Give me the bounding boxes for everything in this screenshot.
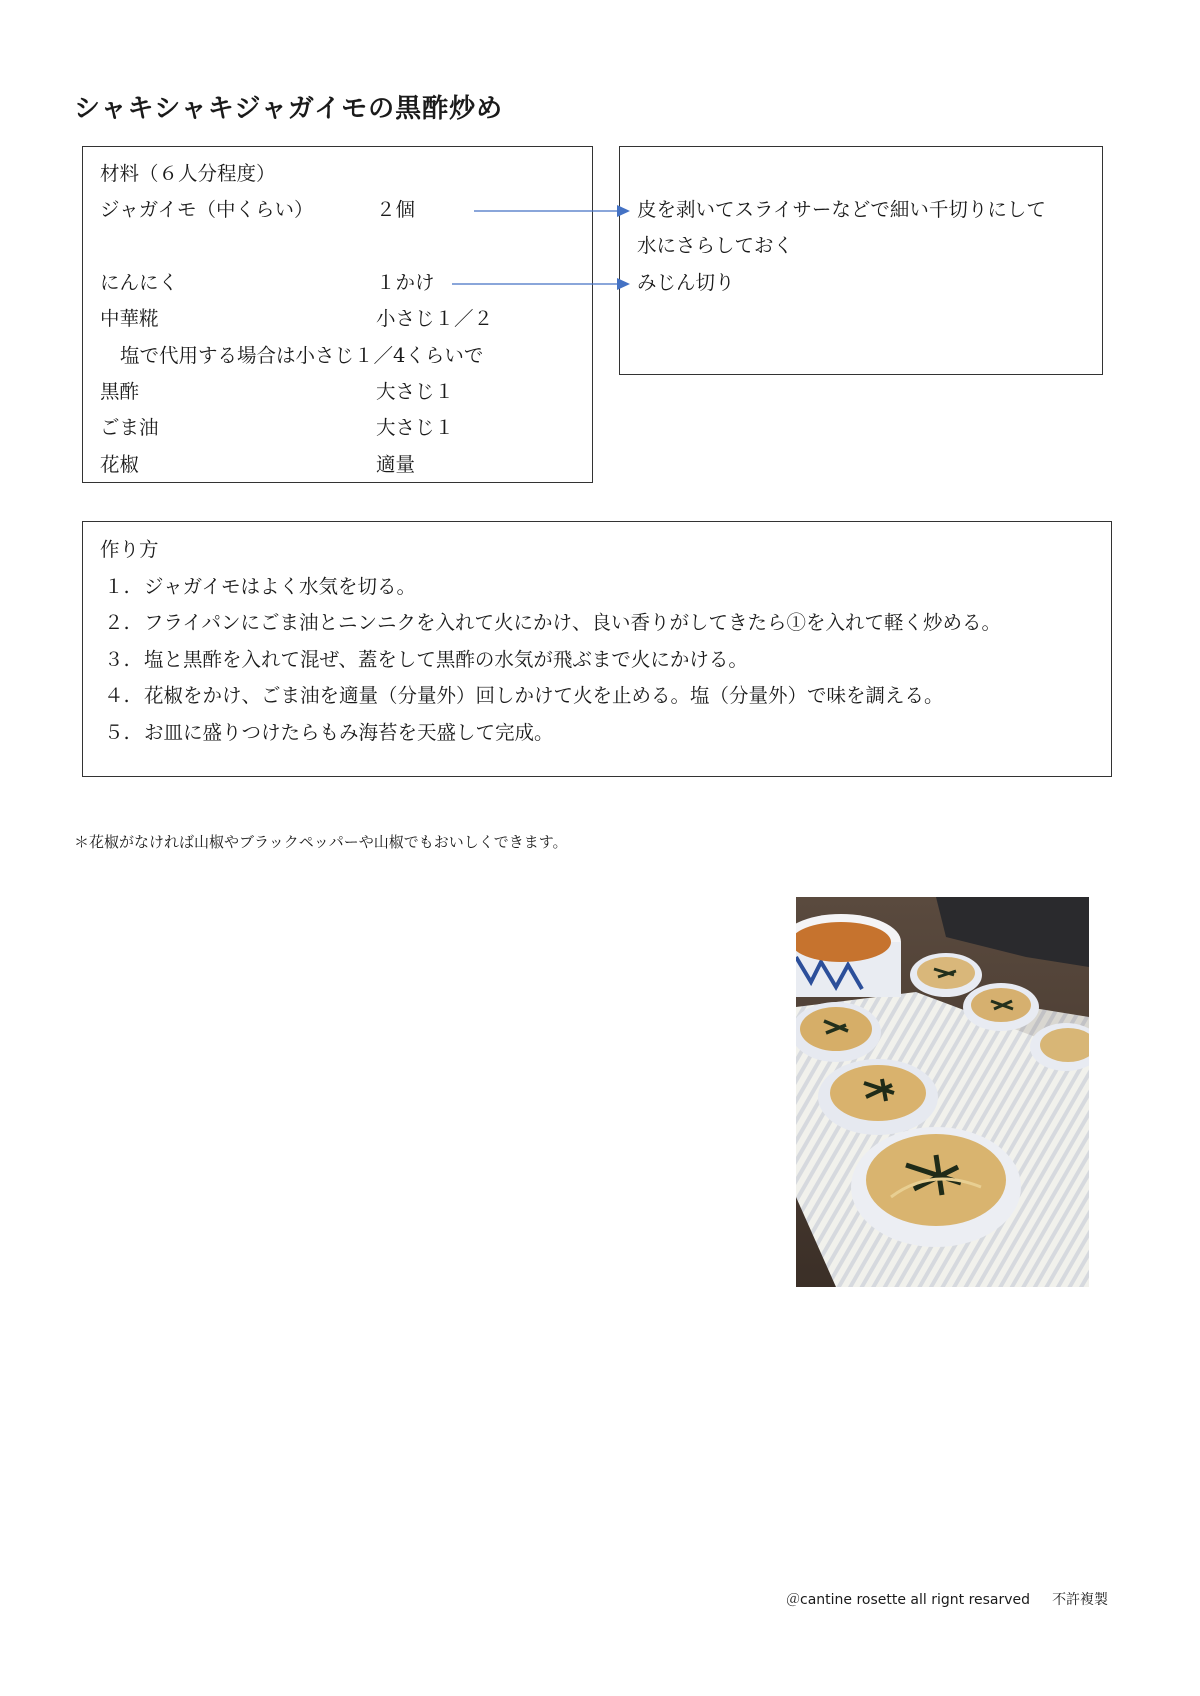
ingredient-name: 花椒 <box>100 453 140 476</box>
ingredients-heading: 材料（６人分程度） <box>100 162 276 185</box>
potato-arrow <box>474 205 630 217</box>
step-text: お皿に盛りつけたらもみ海苔を天盛して完成。 <box>144 721 554 744</box>
step-number: １. <box>104 575 130 598</box>
step-text: フライパンにごま油とニンニクを入れて火にかけ、良い香りがしてきたら①を入れて軽く炒める。 <box>144 611 1002 634</box>
garlic-arrow <box>452 278 630 290</box>
recipe-title: シャキシャキジャガイモの黒酢炒め <box>74 94 504 124</box>
footnote: ＊花椒がなければ山椒やブラックペッパーや山椒でもおいしくできます。 <box>74 833 568 851</box>
ingredient-amount: 大さじ１ <box>376 416 455 439</box>
step-text: 花椒をかけ、ごま油を適量（分量外）回しかけて火を止める。塩（分量外）で味を調える。 <box>144 684 944 707</box>
method-heading: 作り方 <box>100 538 159 561</box>
ingredient-name: 中華糀 <box>100 307 159 330</box>
ingredient-name: 黒酢 <box>100 380 140 403</box>
step-number: ４. <box>104 684 130 707</box>
ingredient-name: ごま油 <box>100 416 159 439</box>
ingredient-amount: １かけ <box>376 271 435 294</box>
ingredient-name: にんにく <box>100 271 179 294</box>
ingredient-amount: ２個 <box>376 198 416 221</box>
reproduction-notice: 不許複製 <box>1052 1592 1109 1608</box>
ingredient-amount: 大さじ１ <box>376 380 455 403</box>
step-number: ２. <box>104 611 130 634</box>
step-text: 塩と黒酢を入れて混ぜ、蓋をして黒酢の水気が飛ぶまで火にかける。 <box>144 648 748 671</box>
ingredient-amount: 小さじ１／２ <box>376 307 494 330</box>
prep-note-garlic: みじん切り <box>637 271 735 294</box>
copyright-text: ＠cantine rosette all rignt resarved <box>786 1592 1031 1608</box>
prep-note-potato-line1: 皮を剥いてスライサーなどで細い千切りにして <box>637 198 1046 221</box>
step-number: ３. <box>104 648 130 671</box>
dish-photo <box>796 897 1089 1287</box>
prep-note-potato-line2: 水にさらしておく <box>637 234 794 257</box>
step-number: ５. <box>104 721 130 744</box>
ingredient-name: ジャガイモ（中くらい） <box>100 198 314 221</box>
ingredient-amount: 適量 <box>376 453 416 476</box>
substitute-note: 塩で代用する場合は小さじ１／4くらいで <box>120 344 484 367</box>
copyright-notice <box>786 1589 1108 1609</box>
step-text: ジャガイモはよく水気を切る。 <box>144 575 417 598</box>
